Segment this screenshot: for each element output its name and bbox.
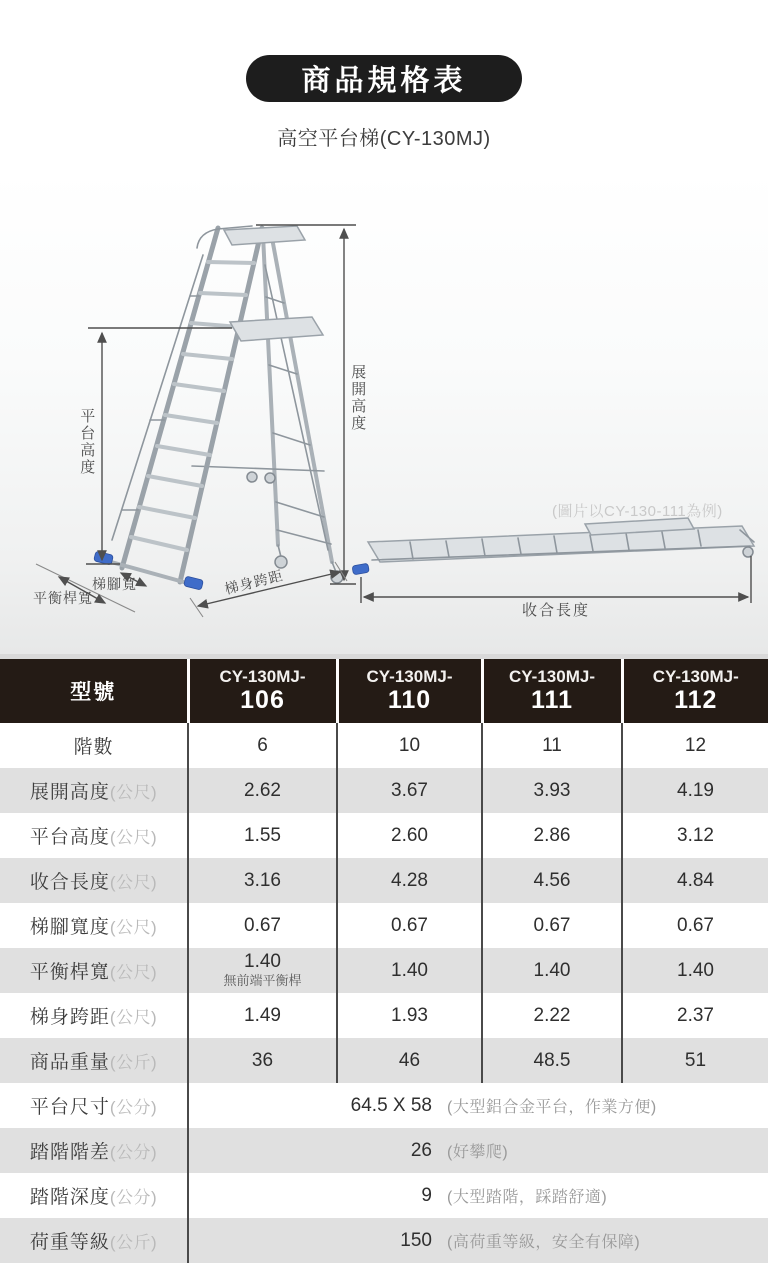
spec-value-cell: 1.40 (337, 948, 482, 993)
spec-value-cell: 3.93 (482, 768, 622, 813)
page-title: 商品規格表 (301, 65, 467, 97)
spec-value-cell: 1.40 無前端平衡桿 (188, 948, 337, 993)
product-subtitle: 高空平台梯(CY-130MJ) (277, 128, 491, 150)
value-comment: (大型踏階，踩踏舒適) (447, 1189, 608, 1206)
folded-ladder-art (352, 518, 754, 575)
spec-value-cell: 3.16 (188, 858, 337, 903)
value-comment: (好攀爬) (447, 1144, 509, 1161)
spec-row-platform-size (0, 1083, 768, 1128)
spec-label-cell: 平台高度(公尺) (29, 827, 158, 848)
spec-label-cell: 階數 (73, 737, 114, 758)
model-header-row (0, 657, 768, 724)
value-comment: (高荷重等級，安全有保障) (447, 1234, 641, 1251)
spec-value-cell: 2.86 (482, 813, 622, 858)
spec-row-load-rating (0, 1218, 768, 1263)
spec-value-cell: 26 (好攀爬) (188, 1128, 768, 1173)
platform-height-label: 平台高度 (78, 408, 96, 476)
spec-value-cell: 0.67 (482, 903, 622, 948)
spec-value-cell: 1.49 (188, 993, 337, 1038)
standing-ladder-art (94, 226, 343, 590)
spec-value-cell: 4.84 (622, 858, 768, 903)
spec-label-cell: 踏階階差(公分) (29, 1142, 158, 1163)
spec-label-cell: 踏階深度(公分) (29, 1187, 158, 1208)
spec-value-cell: 1.40 (622, 948, 768, 993)
spec-value-cell: 1.93 (337, 993, 482, 1038)
spec-row-step-depth (0, 1173, 768, 1218)
spec-value-cell: 0.67 (337, 903, 482, 948)
spec-label-cell: 平衡桿寬(公尺) (29, 962, 158, 983)
spec-label-cell: 商品重量(公斤) (29, 1052, 158, 1073)
ladder-diagram (0, 170, 768, 654)
spec-value-cell: 10 (337, 723, 482, 768)
spec-row-balance-bar (0, 948, 768, 993)
diagram-note: (圖片以CY-130-111為例) (552, 503, 723, 520)
spec-value-cell: 3.67 (337, 768, 482, 813)
extended-height-label: 展開高度 (349, 364, 367, 432)
model-cell: CY-130MJ- 111 (482, 657, 622, 724)
spec-value-cell: 0.67 (622, 903, 768, 948)
model-cell: CY-130MJ- 112 (622, 657, 768, 724)
spec-label-cell: 梯身跨距(公尺) (29, 1007, 158, 1028)
value-comment: (大型鋁合金平台，作業方便) (447, 1099, 657, 1116)
title-badge (246, 55, 522, 102)
model-header-cell (0, 657, 188, 724)
spec-value-cell: 2.60 (337, 813, 482, 858)
spec-value-cell: 4.56 (482, 858, 622, 903)
spec-value-cell: 48.5 (482, 1038, 622, 1083)
spec-label-cell: 收合長度(公尺) (29, 872, 158, 893)
spec-value-cell: 0.67 (188, 903, 337, 948)
model-label: 型號 (70, 681, 117, 704)
ladder-span-label: 梯身跨距 (222, 566, 286, 598)
spec-value-cell: 4.19 (622, 768, 768, 813)
model-cell: CY-130MJ- 106 (188, 657, 337, 724)
spec-row-platform-height (0, 813, 768, 858)
spec-value-cell: 3.12 (622, 813, 768, 858)
spec-value-cell: 51 (622, 1038, 768, 1083)
spec-value-cell: 2.22 (482, 993, 622, 1038)
spec-value-cell: 36 (188, 1038, 337, 1083)
spec-value-cell: 64.5 X 58 (大型鋁合金平台，作業方便) (188, 1083, 768, 1128)
spec-row-folded-length (0, 858, 768, 903)
balance-bar-width-label: 平衡桿寬 (33, 590, 93, 606)
spec-value-cell: 1.55 (188, 813, 337, 858)
spec-value-cell: 12 (622, 723, 768, 768)
folded-length-label: 收合長度 (521, 602, 590, 619)
spec-value-cell: 1.40 (482, 948, 622, 993)
spec-label-cell: 荷重等級(公斤) (29, 1232, 158, 1253)
spec-value-cell: 11 (482, 723, 622, 768)
model-cell: CY-130MJ- 110 (337, 657, 482, 724)
spec-row-extended-height (0, 768, 768, 813)
spec-label-cell: 平台尺寸(公分) (29, 1097, 158, 1118)
ladder-foot-width-label: 梯腳寬 (92, 576, 137, 592)
spec-value-cell: 6 (188, 723, 337, 768)
spec-value-cell: 150 (高荷重等級，安全有保障) (188, 1218, 768, 1263)
spec-row-steps (0, 723, 768, 768)
spec-row-foot-width (0, 903, 768, 948)
spec-value-cell: 2.37 (622, 993, 768, 1038)
spec-row-span (0, 993, 768, 1038)
spec-row-weight (0, 1038, 768, 1083)
spec-value-cell: 9 (大型踏階，踩踏舒適) (188, 1173, 768, 1218)
spec-table (0, 654, 768, 1263)
spec-value-cell: 2.62 (188, 768, 337, 813)
spec-label-cell: 梯腳寬度(公尺) (29, 917, 158, 938)
spec-value-cell: 46 (337, 1038, 482, 1083)
spec-value-cell: 4.28 (337, 858, 482, 903)
spec-label-cell: 展開高度(公尺) (29, 782, 158, 803)
value-footnote: 無前端平衡桿 (223, 973, 302, 989)
spec-row-step-rise (0, 1128, 768, 1173)
